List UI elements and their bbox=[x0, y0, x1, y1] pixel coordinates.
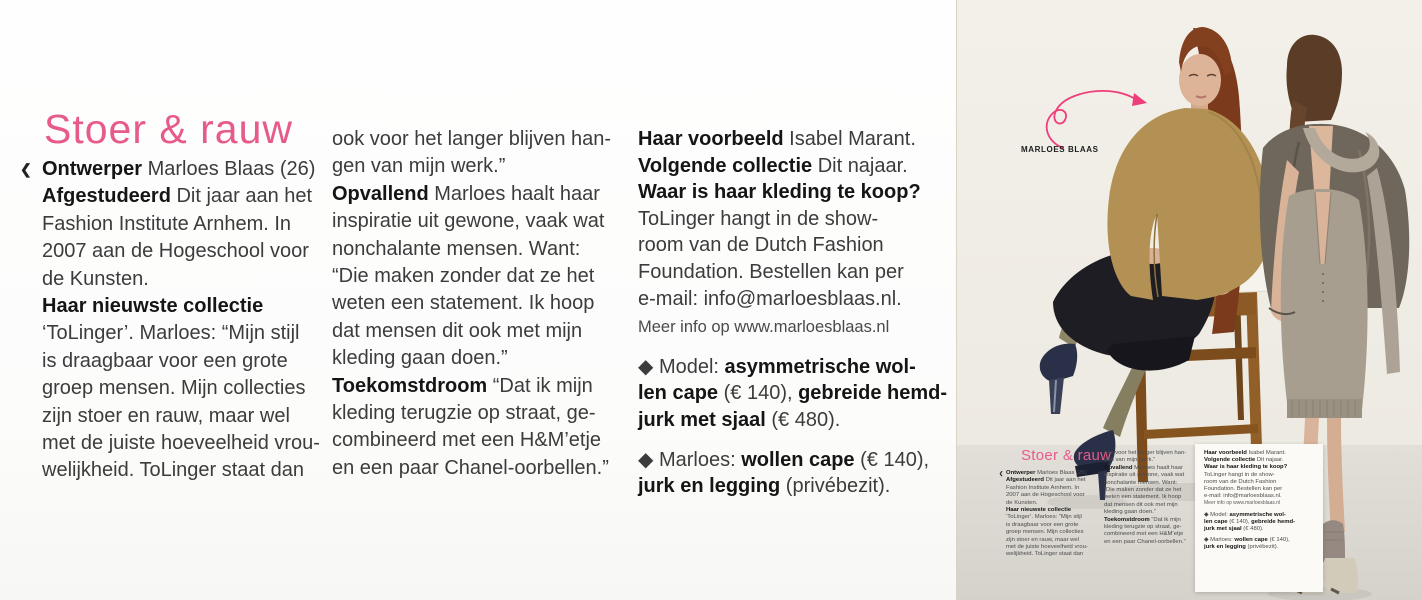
text-line: Fashion Institute Arnhem. In bbox=[1006, 484, 1080, 491]
text-line: jurk met sjaal (€ 480). bbox=[1204, 526, 1264, 533]
text-line: room van de Dutch Fashion bbox=[638, 234, 884, 257]
text-line: jurk en legging (privébezit). bbox=[1204, 544, 1279, 551]
text-line: Waar is haar kleding te koop? bbox=[1204, 464, 1288, 471]
text-line: Fashion Institute Arnhem. In bbox=[42, 212, 292, 235]
text-line: “Die maken zonder dat ze het bbox=[332, 265, 595, 288]
text-line: Toekomstdroom “Dat ik mijn bbox=[1104, 516, 1181, 523]
mini-article-inset bbox=[999, 444, 1325, 596]
text-line: inspiratie uit gewone, vaak wat bbox=[332, 210, 605, 233]
text-line: groep mensen. Mijn collecties bbox=[42, 377, 306, 400]
text-line: Afgestudeerd Dit jaar aan het bbox=[42, 185, 313, 208]
model-name-caption: MARLOES BLAAS bbox=[1021, 145, 1099, 154]
text-line: ‘ToLinger’. Marloes: “Mijn stijl bbox=[42, 322, 300, 345]
text-line: Haar voorbeeld Isabel Marant. bbox=[1204, 450, 1286, 456]
text-line: is draagbaar voor een grote bbox=[1006, 521, 1079, 528]
text-line: jurk en legging (privébezit). bbox=[638, 475, 891, 498]
text-line: weten een statement. Ik hoop bbox=[332, 292, 595, 315]
text-line: zijn stoer en rauw, maar wel bbox=[42, 404, 290, 427]
text-line: ‘ToLinger’. Marloes: “Mijn stijl bbox=[1006, 514, 1082, 521]
text-line: combineerd met een H&M’etje bbox=[1104, 531, 1184, 538]
text-line: welijkheid. ToLinger staat dan bbox=[1006, 551, 1084, 558]
mini-column-3 bbox=[1204, 450, 1316, 552]
text-line: Haar nieuwste collectie bbox=[42, 295, 264, 318]
text-line: ◆ Model: asymmetrische wol- bbox=[1204, 511, 1286, 518]
text-line: len cape (€ 140), gebreide hemd- bbox=[638, 382, 948, 405]
text-line: ◆ Model: asymmetrische wol- bbox=[638, 355, 916, 378]
text-line: nonchalante mensen. Want: bbox=[332, 237, 581, 260]
article-column-3 bbox=[638, 126, 948, 500]
right-cream-heel bbox=[1323, 558, 1358, 593]
mini-column-1 bbox=[1006, 470, 1099, 559]
magazine-photo-page bbox=[956, 0, 1422, 600]
text-line: Opvallend Marloes haalt haar bbox=[1104, 464, 1183, 471]
text-line: groep mensen. Mijn collecties bbox=[1006, 529, 1084, 536]
text-line: len cape (€ 140), gebreide hemd- bbox=[1204, 518, 1296, 525]
text-line: 2007 aan de Hogeschool voor bbox=[42, 240, 309, 263]
text-line: met de juiste hoeveelheid vrou- bbox=[42, 432, 320, 455]
text-line: combineerd met een H&M’etje bbox=[332, 429, 602, 452]
text-line: dat mensen dit ook met mijn bbox=[332, 319, 583, 342]
text-line: ook voor het langer blijven han- bbox=[1104, 450, 1187, 456]
text-line: weten een statement. Ik hoop bbox=[1104, 494, 1182, 501]
text-line: kleding terugzie op straat, ge- bbox=[1104, 524, 1182, 531]
text-line: Haar voorbeeld Isabel Marant. bbox=[638, 128, 916, 150]
text-line: Volgende collectie Dit najaar. bbox=[638, 154, 908, 177]
text-line: Haar nieuwste collectie bbox=[1006, 507, 1072, 514]
text-line: 2007 aan de Hogeschool voor bbox=[1006, 492, 1085, 499]
ribbed-hem bbox=[1287, 399, 1362, 418]
text-line: ◆ Marloes: wollen cape (€ 140), bbox=[638, 448, 930, 471]
text-line: gen van mijn werk.” bbox=[1104, 457, 1156, 464]
article-column-2 bbox=[332, 126, 637, 482]
text-line: e-mail: info@marloesblaas.nl. bbox=[638, 287, 902, 310]
text-line: Volgende collectie Dit najaar. bbox=[1204, 457, 1284, 464]
text-line: kleding terugzie op straat, ge- bbox=[332, 402, 596, 425]
text-line: Ontwerper Marloes Blaas (26) bbox=[1006, 470, 1087, 476]
text-line: jurk met sjaal (€ 480). bbox=[638, 408, 841, 431]
text-line: nonchalante mensen. Want: bbox=[1104, 479, 1178, 486]
article-column-1 bbox=[42, 156, 342, 485]
text-line: en een paar Chanel-oorbellen.” bbox=[332, 456, 609, 479]
right-slouch-sock bbox=[1322, 520, 1346, 562]
text-line: met de juiste hoeveelheid vrou- bbox=[1006, 544, 1088, 551]
text-line: ◆ Marloes: wollen cape (€ 140), bbox=[1204, 537, 1290, 544]
text-line: Waar is haar kleding te koop? bbox=[638, 181, 921, 204]
text-line: en een paar Chanel-oorbellen.” bbox=[1104, 538, 1186, 545]
text-line: de Kunsten. bbox=[42, 267, 149, 290]
text-line: is draagbaar voor een grote bbox=[42, 349, 288, 372]
text-line: ook voor het langer blijven han- bbox=[332, 128, 612, 150]
text-line: “Die maken zonder dat ze het bbox=[1104, 487, 1182, 494]
text-line: ToLinger hangt in de show- bbox=[638, 207, 879, 230]
mini-chevron-left-icon: ❮ bbox=[999, 471, 1004, 477]
text-line: e-mail: info@marloesblaas.nl. bbox=[1204, 493, 1282, 500]
chevron-left-icon: ❮ bbox=[20, 161, 32, 177]
text-line: Ontwerper Marloes Blaas (26) bbox=[42, 158, 316, 180]
mini-column-2 bbox=[1104, 450, 1197, 546]
text-line: ToLinger hangt in de show- bbox=[1204, 471, 1275, 478]
text-line: Foundation. Bestellen kan per bbox=[638, 260, 904, 283]
text-line: Foundation. Bestellen kan per bbox=[1204, 486, 1283, 493]
article-title: Stoer & rauw bbox=[44, 106, 293, 152]
text-line: Toekomstdroom “Dat ik mijn bbox=[332, 374, 593, 397]
text-line: gen van mijn werk.” bbox=[332, 155, 506, 178]
text-line: Opvallend Marloes haalt haar bbox=[332, 182, 600, 205]
text-line: kleding gaan doen.” bbox=[332, 347, 508, 370]
text-line: dat mensen dit ook met mijn bbox=[1104, 501, 1178, 508]
text-line: welijkheid. ToLinger staat dan bbox=[42, 459, 305, 482]
mini-article-title: Stoer & rauw bbox=[1021, 447, 1112, 464]
text-line: inspiratie uit gewone, vaak wat bbox=[1104, 472, 1185, 479]
text-line: Afgestudeerd Dit jaar aan het bbox=[1006, 477, 1086, 484]
text-line: zijn stoer en rauw, maar wel bbox=[1006, 536, 1080, 543]
text-line: kleding gaan doen.” bbox=[1104, 509, 1156, 516]
text-line: de Kunsten. bbox=[1006, 499, 1038, 506]
text-line: Meer info op www.marloesblaas.nl bbox=[1204, 500, 1281, 507]
text-line: room van de Dutch Fashion bbox=[1204, 478, 1277, 485]
text-line: Meer info op www.marloesblaas.nl bbox=[638, 318, 890, 337]
